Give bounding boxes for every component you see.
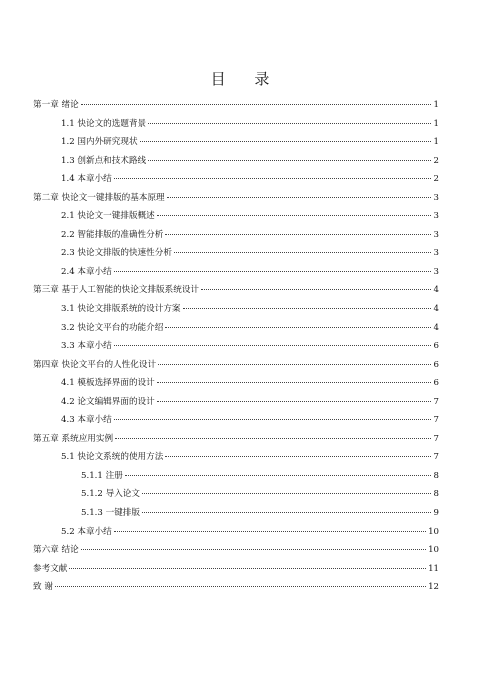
toc-entry-label: 5.1 快论文系统的使用方法	[61, 452, 164, 463]
toc-entry[interactable]	[33, 541, 439, 560]
toc-entry[interactable]	[33, 411, 439, 430]
toc-entry-page: 7	[433, 396, 439, 407]
toc-entry-label: 3.3 本章小结	[61, 341, 112, 352]
table-of-contents	[33, 96, 439, 597]
toc-entry-label: 第三章 基于人工智能的快论文排版系统设计	[33, 285, 200, 296]
toc-entry-page: 11	[428, 563, 439, 574]
dot-leader	[142, 493, 431, 494]
toc-entry[interactable]	[33, 374, 439, 393]
toc-entry-label: 4.3 本章小结	[61, 415, 112, 426]
toc-entry-label: 2.3 快论文排版的快速性分析	[61, 248, 172, 259]
toc-entry-label: 参考文献	[33, 563, 68, 574]
toc-entry-label: 第五章 系统应用实例	[33, 433, 114, 444]
toc-entry-page: 1	[433, 137, 439, 148]
toc-title: 目 录	[210, 70, 282, 88]
toc-entry-label: 5.1.3 一键排版	[81, 508, 140, 519]
dot-leader	[165, 456, 431, 457]
toc-entry-label: 4.2 论文编辑界面的设计	[61, 396, 155, 407]
dot-leader	[157, 382, 431, 383]
toc-entry[interactable]	[33, 448, 439, 467]
dot-leader	[157, 401, 431, 402]
toc-entry-page: 3	[433, 229, 439, 240]
toc-entry[interactable]	[33, 152, 439, 171]
toc-entry-label: 1.1 快论文的选题背景	[61, 118, 147, 129]
dot-leader	[174, 252, 431, 253]
toc-entry[interactable]	[33, 189, 439, 208]
toc-entry[interactable]	[33, 263, 439, 282]
toc-entry[interactable]	[33, 485, 439, 504]
toc-entry[interactable]	[33, 281, 439, 300]
toc-entry-label: 5.2 本章小结	[61, 526, 112, 537]
dot-leader	[140, 141, 431, 142]
toc-entry-page: 4	[433, 285, 439, 296]
toc-entry-label: 5.1.2 导入论文	[81, 489, 140, 500]
dot-leader	[165, 327, 431, 328]
dot-leader	[157, 215, 431, 216]
toc-entry-page: 6	[433, 341, 439, 352]
toc-entry[interactable]	[33, 504, 439, 523]
toc-entry[interactable]	[33, 170, 439, 189]
toc-entry-label: 1.2 国内外研究现状	[61, 137, 138, 148]
toc-entry[interactable]	[33, 300, 439, 319]
toc-entry-page: 3	[433, 266, 439, 277]
dot-leader	[148, 123, 431, 124]
dot-leader	[142, 512, 431, 513]
toc-entry-page: 10	[428, 526, 439, 537]
toc-entry-page: 12	[428, 582, 439, 593]
toc-entry-label: 第一章 绪论	[33, 100, 79, 110]
toc-entry-page: 7	[433, 452, 439, 463]
toc-entry-page: 3	[433, 192, 439, 203]
toc-entry[interactable]	[33, 115, 439, 134]
dot-leader	[81, 104, 431, 105]
dot-leader	[55, 586, 426, 587]
toc-entry-label: 1.4 本章小结	[61, 174, 112, 185]
toc-entry[interactable]	[33, 430, 439, 449]
toc-entry-label: 4.1 模板选择界面的设计	[61, 378, 155, 389]
toc-entry-page: 6	[433, 378, 439, 389]
toc-entry-page: 2	[433, 155, 439, 166]
toc-entry-label: 1.3 创新点和技术路线	[61, 155, 147, 166]
toc-entry-page: 1	[433, 118, 439, 129]
toc-entry-page: 8	[433, 470, 439, 481]
toc-entry-label: 致 谢	[33, 582, 53, 593]
toc-entry-page: 4	[433, 304, 439, 315]
toc-entry-page: 7	[433, 433, 439, 444]
toc-entry[interactable]	[33, 393, 439, 412]
toc-entry[interactable]	[33, 133, 439, 152]
toc-entry-page: 7	[433, 415, 439, 426]
toc-entry[interactable]	[33, 578, 439, 597]
toc-entry[interactable]	[33, 244, 439, 263]
toc-entry[interactable]	[33, 319, 439, 338]
toc-entry-page: 3	[433, 248, 439, 259]
dot-leader	[114, 419, 431, 420]
toc-entry-label: 3.2 快论文平台的功能介绍	[61, 322, 164, 333]
toc-entry-page: 3	[433, 211, 439, 222]
toc-entry-page: 2	[433, 174, 439, 185]
toc-entry[interactable]	[33, 207, 439, 226]
dot-leader	[114, 178, 431, 179]
dot-leader	[167, 197, 431, 198]
dot-leader	[114, 345, 431, 346]
toc-entry-page: 8	[433, 489, 439, 500]
toc-entry-label: 第二章 快论文一键排版的基本原理	[33, 192, 165, 203]
toc-entry-label: 2.4 本章小结	[61, 266, 112, 277]
toc-entry[interactable]	[33, 226, 439, 245]
toc-entry-page: 9	[433, 508, 439, 519]
dot-leader	[81, 549, 426, 550]
toc-entry[interactable]	[33, 467, 439, 486]
dot-leader	[114, 531, 426, 532]
dot-leader	[201, 289, 431, 290]
dot-leader	[183, 308, 431, 309]
dot-leader	[125, 475, 431, 476]
toc-entry-page: 6	[433, 359, 439, 370]
toc-entry-page: 1	[433, 100, 439, 110]
toc-entry-label: 第四章 快论文平台的人性化设计	[33, 359, 157, 370]
toc-entry-label: 5.1.1 注册	[81, 470, 123, 481]
toc-entry[interactable]	[33, 356, 439, 375]
toc-entry-label: 2.1 快论文一键排版概述	[61, 211, 155, 222]
dot-leader	[115, 438, 431, 439]
toc-entry-label: 第六章 结论	[33, 545, 79, 556]
toc-entry[interactable]	[33, 523, 439, 542]
toc-entry-label: 3.1 快论文排版系统的设计方案	[61, 304, 181, 315]
toc-entry[interactable]	[33, 337, 439, 356]
toc-entry-page: 10	[428, 545, 439, 556]
toc-entry[interactable]	[33, 560, 439, 579]
dot-leader	[148, 160, 431, 161]
toc-entry-label: 2.2 智能排版的准确性分析	[61, 229, 164, 240]
toc-entry-page: 4	[433, 322, 439, 333]
dot-leader	[158, 364, 431, 365]
dot-leader	[165, 234, 431, 235]
dot-leader	[69, 568, 426, 569]
toc-entry[interactable]	[33, 96, 439, 115]
dot-leader	[114, 271, 431, 272]
